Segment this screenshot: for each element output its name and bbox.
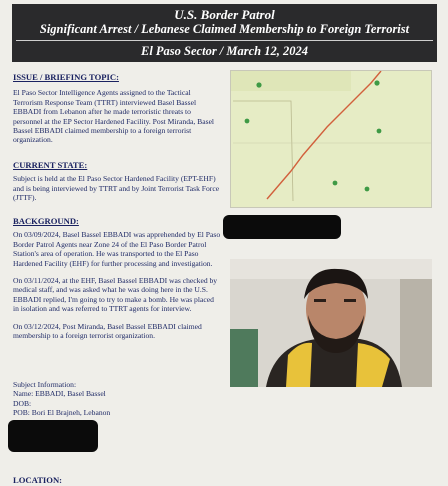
background-p3: On 03/12/2024, Post Miranda, Basel Bassel EBBADI claimed membership to a foreign terrorist organization. xyxy=(13,321,202,341)
title-banner xyxy=(12,4,437,62)
sector-date: El Paso Sector / March 12, 2024 xyxy=(140,44,309,58)
banner-divider xyxy=(16,40,433,41)
map-marker-icon xyxy=(256,82,261,87)
map-terrain-patch xyxy=(231,71,351,91)
issue-body: El Paso Sector Intelligence Agents assigned to the Tactical Terrorism Response Team (TTRT) interviewed Basel Bassel EBBADI from Lebanon after he made terroristic threats to personnel at the EP Sector Hardened Facility. Post Miranda, Basel Bassel EBBADI claimed membership to a foreign terrorist organization. xyxy=(13,88,215,145)
subject-photo-graphic xyxy=(230,259,432,387)
map-marker-icon xyxy=(377,129,382,134)
photo-eyebrow xyxy=(344,299,356,302)
photo-wall xyxy=(400,279,432,387)
current-state-section xyxy=(13,161,221,203)
location-heading: LOCATION: xyxy=(13,475,63,485)
map-marker-icon xyxy=(365,187,370,192)
subject-heading: Subject Information: xyxy=(13,380,77,389)
map-marker-icon xyxy=(374,80,379,85)
location-section xyxy=(13,476,221,485)
subject-info-section xyxy=(13,380,221,418)
background-p2: On 03/11/2024, at the EHF, Basel Bassel EBBADI was checked by medical staff, and was asked what he was doing here in the U.S. EBBADI replied, I'm going to try to make a bomb. He was placed in isolation and was referred to TTRT agents for interview. xyxy=(13,276,218,314)
current-state-heading: CURRENT STATE: xyxy=(13,160,88,170)
agency-title: U.S. Border Patrol xyxy=(174,7,275,22)
issue-section xyxy=(13,73,221,145)
map-marker-icon xyxy=(333,181,338,186)
subject-photo xyxy=(230,259,432,387)
current-state-body: Subject is held at the El Paso Sector Hardened Facility (EPT-EHF) and is being interviewed by TTRT and by Joint Terrorist Task Force (JTTF). xyxy=(13,174,220,203)
subject-pob: POB: Bori El Brajneh, Lebanon xyxy=(13,408,111,418)
subject-dob: DOB: xyxy=(13,398,32,408)
background-section xyxy=(13,217,221,340)
redaction-block xyxy=(8,420,98,452)
headline: Significant Arrest / Lebanese Claimed Membership to Foreign Terrorist xyxy=(39,22,410,36)
background-heading: BACKGROUND: xyxy=(13,216,79,226)
map-land xyxy=(231,71,431,207)
background-p1: On 03/09/2024, Basel Bassel EBBADI was apprehended by El Paso Border Patrol Agents near Zone 24 of the El Paso Border Patrol Station's area of operation. He was transported to the El Paso Hardened Facility (EHF) for further processing and investigation. xyxy=(13,230,221,268)
area-map xyxy=(230,70,432,208)
map-graphic xyxy=(231,71,431,207)
photo-eyebrow xyxy=(314,299,326,302)
photo-background-object xyxy=(230,329,258,387)
map-marker-icon xyxy=(245,119,250,124)
redaction-block xyxy=(223,215,341,239)
issue-heading: ISSUE / BRIEFING TOPIC: xyxy=(13,72,119,82)
subject-name: Name: EBBADI, Basel Bassel xyxy=(13,389,106,399)
